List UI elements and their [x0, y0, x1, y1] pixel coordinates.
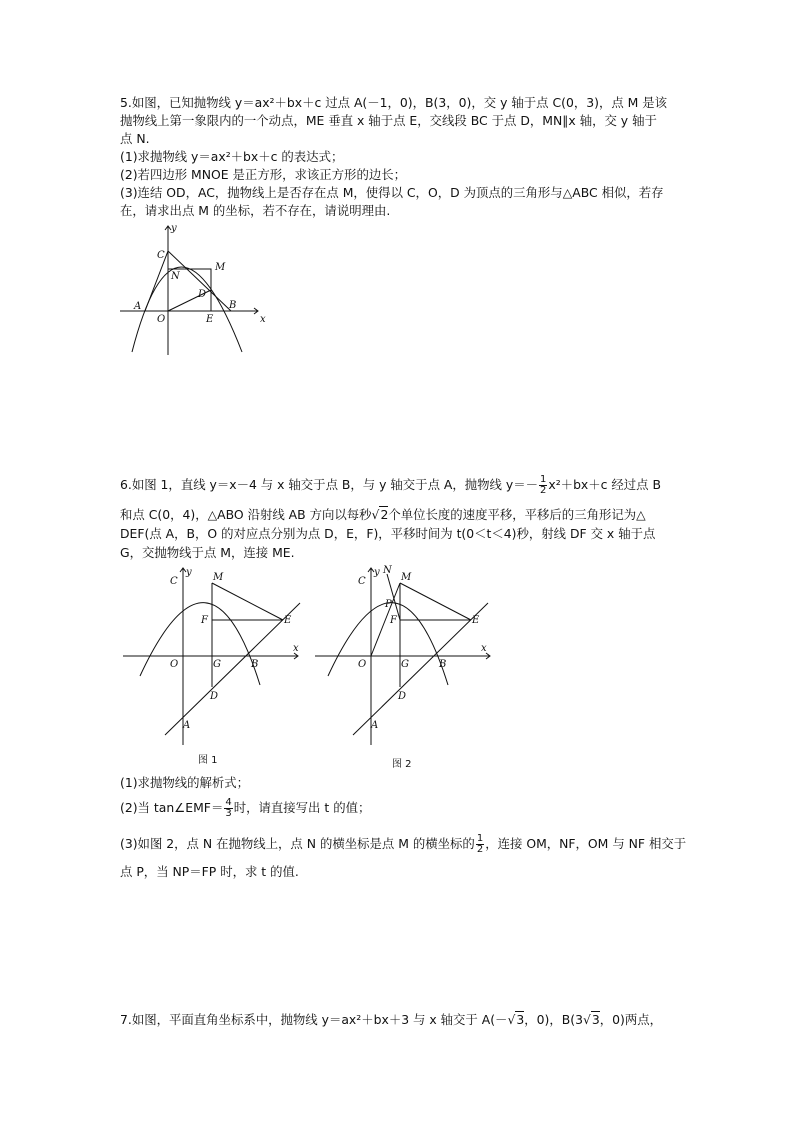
y-axis-label: y — [374, 567, 380, 578]
q6-line-2: 和点 C(0，4)，△ABO 沿射线 AB 方向以每秒√2个单位长度的速度平移，平移后的三角形记为△ — [120, 507, 646, 522]
point-n-label: N — [383, 565, 392, 576]
point-e-label: E — [472, 615, 480, 626]
point-a-label: A — [183, 720, 191, 731]
fraction: $\frac{4}{3}$ — [225, 797, 232, 819]
point-c-label: C — [157, 250, 165, 261]
q5-part-3-cont: 在，请求出点 M 的坐标，若不存在，请说明理由. — [120, 203, 391, 218]
point-n-label: N — [171, 271, 180, 282]
q6-line-4: G，交抛物线于点 M，连接 ME. — [120, 545, 295, 560]
point-d-label: D — [398, 691, 407, 702]
q5-line-2: 抛物线上第一象限内的一个动点，ME 垂直 x 轴于点 E，交线段 BC 于点 D，MN∥x 轴，交 y 轴于 — [120, 113, 657, 128]
q6-figure-2 — [312, 565, 497, 775]
q6-figure-1 — [120, 565, 305, 775]
point-c-label: C — [358, 576, 366, 587]
point-m-label: M — [401, 572, 412, 583]
point-m-label: M — [213, 572, 224, 583]
q5-part-3: (3)连结 OD，AC，抛物线上是否存在点 M，使得以 C，O，D 为顶点的三角形与△ABC 相似，若存 — [120, 185, 664, 200]
point-c-label: C — [170, 576, 178, 587]
point-e-label: E — [284, 615, 292, 626]
x-axis-label: x — [293, 643, 299, 654]
q6-line-3: DEF(点 A，B，O 的对应点分别为点 D，E，F)，平移时间为 t(0＜t＜4)秒，射线 DF 交 x 轴于点 — [120, 526, 656, 541]
point-f-label: F — [201, 615, 208, 626]
fraction: $\frac{1}{2}$ — [540, 474, 547, 496]
q5-part-1: (1)求抛物线 y＝ax²＋bx＋c 的表达式； — [120, 149, 344, 164]
q7-line-1: 7.如图，平面直角坐标系中，抛物线 y＝ax²＋bx＋3 与 x 轴交于 A(－√3，0)，B(3√3，0)两点， — [120, 1012, 663, 1027]
q6-part-3: (3)如图 2，点 N 在抛物线上，点 N 的横坐标是点 M 的横坐标的 $\frac{1}{2}$ ，连接 OM，NF，OM 与 NF 相交于 — [120, 833, 687, 855]
point-d-label: D — [210, 691, 219, 702]
point-d-label: D — [198, 289, 207, 300]
point-b-label: B — [439, 659, 447, 670]
point-f-label: F — [390, 615, 397, 626]
point-a-label: A — [371, 720, 379, 731]
point-e-label: E — [206, 314, 214, 325]
figure-2-caption: 图 2 — [392, 759, 412, 770]
q6-part-2: (2)当 tan∠EMF＝ $\frac{4}{3}$ 时，请直接写出 t 的值； — [120, 797, 371, 819]
point-o-label: O — [358, 659, 367, 670]
q6-part-3-cont: 点 P，当 NP＝FP 时，求 t 的值. — [120, 864, 299, 879]
point-b-label: B — [229, 300, 237, 311]
point-m-label: M — [215, 262, 226, 273]
figure-1-caption: 图 1 — [198, 755, 218, 766]
point-o-label: O — [157, 314, 166, 325]
point-g-label: G — [213, 659, 221, 670]
point-o-label: O — [170, 659, 179, 670]
q5-figure — [118, 222, 268, 357]
point-g-label: G — [401, 659, 409, 670]
y-axis-label: y — [186, 567, 192, 578]
y-axis-label: y — [171, 223, 177, 234]
x-axis-label: x — [481, 643, 487, 654]
point-p-label: P — [385, 599, 392, 610]
fraction: $\frac{1}{2}$ — [476, 833, 484, 855]
q6-part-1: (1)求抛物线的解析式； — [120, 775, 250, 790]
q6-line-1: 6.如图 1，直线 y＝x－4 与 x 轴交于点 B，与 y 轴交于点 A，抛物线 y＝－ $\frac{1}{2}$ x²＋bx＋c 经过点 B — [120, 474, 662, 496]
q5-part-2: (2)若四边形 MNOE 是正方形，求该正方形的边长； — [120, 167, 407, 182]
point-a-label: A — [134, 301, 142, 312]
q5-line-1: 5.如图，已知抛物线 y＝ax²＋bx＋c 过点 A(－1，0)，B(3，0)，交 y 轴于点 C(0，3)，点 M 是该 — [120, 95, 668, 110]
point-b-label: B — [251, 659, 259, 670]
x-axis-label: x — [260, 314, 266, 325]
q5-line-3: 点 N. — [120, 131, 150, 146]
